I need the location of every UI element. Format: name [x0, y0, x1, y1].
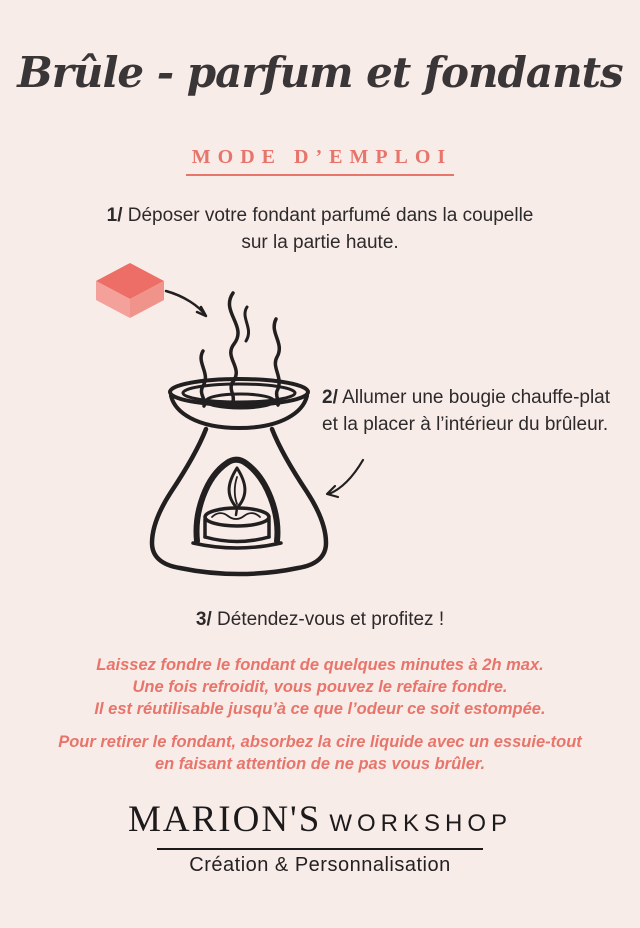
step-2-text: Allumer une bougie chauffe-plat — [342, 387, 611, 408]
brand-logo — [0, 798, 640, 877]
step-2-line-2: et la placer à l’intérieur du brûleur. — [322, 414, 609, 435]
step-3-number: 3/ — [195, 609, 212, 630]
step-2-line-1 — [322, 384, 622, 411]
brand-name-row — [0, 798, 640, 841]
brand-name: MARION'S — [128, 799, 322, 840]
step-2-number: 2/ — [322, 387, 338, 408]
wax-fondant-cube-icon — [96, 263, 164, 318]
curved-arrow-to-opening-icon — [327, 460, 363, 497]
usage-note-line: Une fois refroidit, vous pouvez le refaire fondre. — [132, 678, 508, 696]
burner-bowl — [170, 379, 308, 428]
brand-divider — [157, 848, 483, 850]
smoke-lines-icon — [201, 293, 279, 406]
subtitle-mode-emploi: MODE D’EMPLOI — [186, 146, 454, 176]
step-1-number: 1/ — [106, 205, 123, 226]
step-3 — [0, 606, 640, 633]
step-1 — [0, 202, 640, 256]
step-1-line-2: sur la partie haute. — [241, 232, 399, 253]
burner-body — [152, 429, 326, 574]
step-1-text: Déposer votre fondant parfumé dans la coupelle — [127, 205, 534, 226]
step-3-text: Détendez-vous et profitez ! — [217, 609, 445, 630]
usage-note-line: Il est réutilisable jusqu’à ce que l’odeur ce soit estompée. — [94, 700, 546, 718]
brand-suffix: WORKSHOP — [329, 810, 512, 837]
subtitle-wrap — [0, 146, 640, 176]
step-2 — [322, 384, 622, 438]
warning-note-line: en faisant attention de ne pas vous brûler. — [154, 755, 486, 773]
curved-arrow-to-bowl-icon — [166, 291, 206, 316]
step-1-line-1 — [0, 202, 640, 229]
usage-note-line: Laissez fondre le fondant de quelques minutes à 2h max. — [96, 656, 544, 674]
usage-notes — [0, 654, 640, 720]
page-title: Brûle - parfum et fondants — [17, 48, 623, 97]
warning-notes — [0, 731, 640, 775]
brand-tagline: Création & Personnalisation — [189, 854, 451, 876]
warning-note-line: Pour retirer le fondant, absorbez la cire liquide avec un essuie-tout — [58, 733, 582, 751]
